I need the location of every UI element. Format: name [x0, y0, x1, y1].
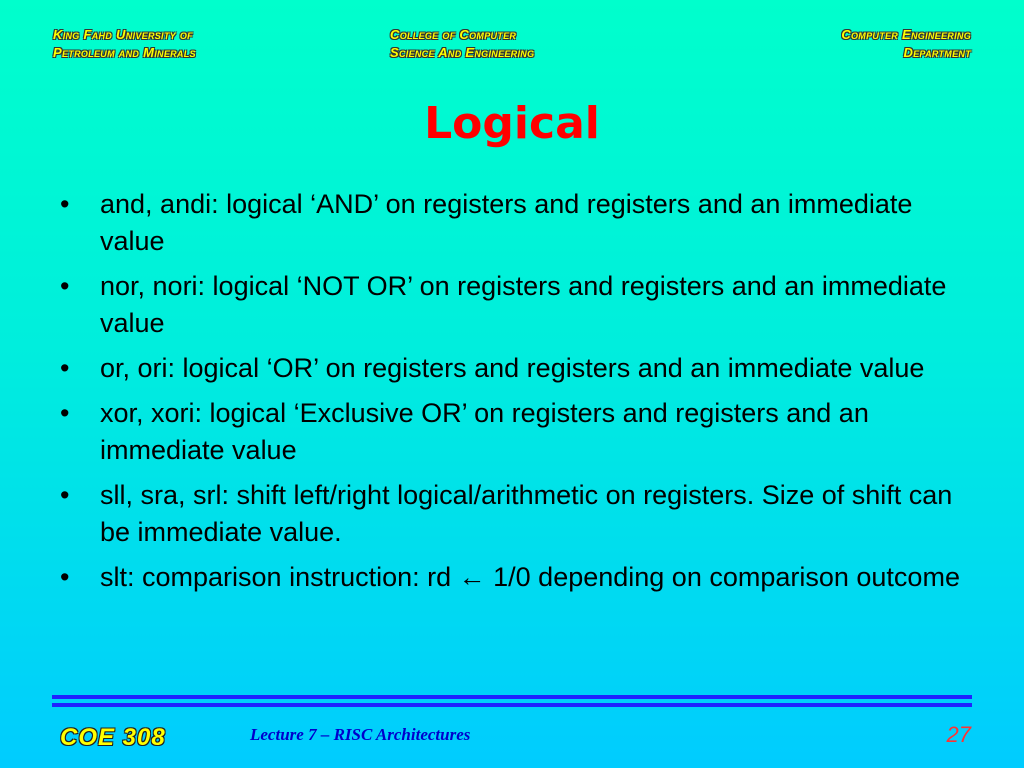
bullet-text-before: slt: comparison instruction: rd	[100, 562, 459, 592]
bullet-item	[58, 350, 978, 387]
header-college-line2: Science And Engineering	[390, 45, 535, 60]
footer-course-code: COE 308	[60, 724, 166, 751]
slide-title: Logical	[424, 98, 600, 149]
header-department-line2: Department	[903, 45, 971, 60]
bullet-marker: •	[60, 189, 70, 219]
header-college	[390, 26, 534, 62]
bullet-item	[58, 477, 978, 551]
header-university	[53, 26, 196, 62]
bullet-marker: •	[60, 480, 70, 510]
footer-divider-bottom	[52, 703, 972, 707]
bullet-item	[58, 395, 978, 469]
left-arrow-icon: ←	[458, 562, 486, 592]
bullet-text: and, andi: logical ‘AND’ on registers and registers and an immediate value	[100, 189, 913, 256]
bullet-list	[58, 186, 978, 604]
bullet-text: xor, xori: logical ‘Exclusive OR’ on registers and registers and an immediate value	[100, 398, 869, 465]
footer-lecture-title: Lecture 7 – RISC Architectures	[250, 725, 471, 744]
header-department	[841, 26, 971, 62]
bullet-marker: •	[60, 398, 70, 428]
bullet-text: or, ori: logical ‘OR’ on registers and registers and an immediate value	[100, 353, 925, 383]
header-college-line1: College of Computer	[390, 27, 517, 42]
header-university-line2: Petroleum and Minerals	[53, 45, 196, 60]
bullet-item	[58, 559, 978, 596]
header-department-line1: Computer Engineering	[841, 27, 971, 42]
bullet-marker: •	[60, 562, 70, 592]
header-university-line1: King Fahd University of	[53, 27, 193, 42]
bullet-marker: •	[60, 353, 70, 383]
bullet-item	[58, 186, 978, 260]
bullet-text: nor, nori: logical ‘NOT OR’ on registers and registers and an immediate value	[100, 271, 947, 338]
footer-divider-top	[52, 695, 972, 699]
bullet-marker: •	[60, 271, 70, 301]
bullet-text-after: 1/0 depending on comparison outcome	[485, 562, 960, 592]
bullet-item	[58, 268, 978, 342]
bullet-text: sll, sra, srl: shift left/right logical/arithmetic on registers. Size of shift can be immediate value.	[100, 480, 953, 547]
page-number: 27	[946, 722, 971, 747]
